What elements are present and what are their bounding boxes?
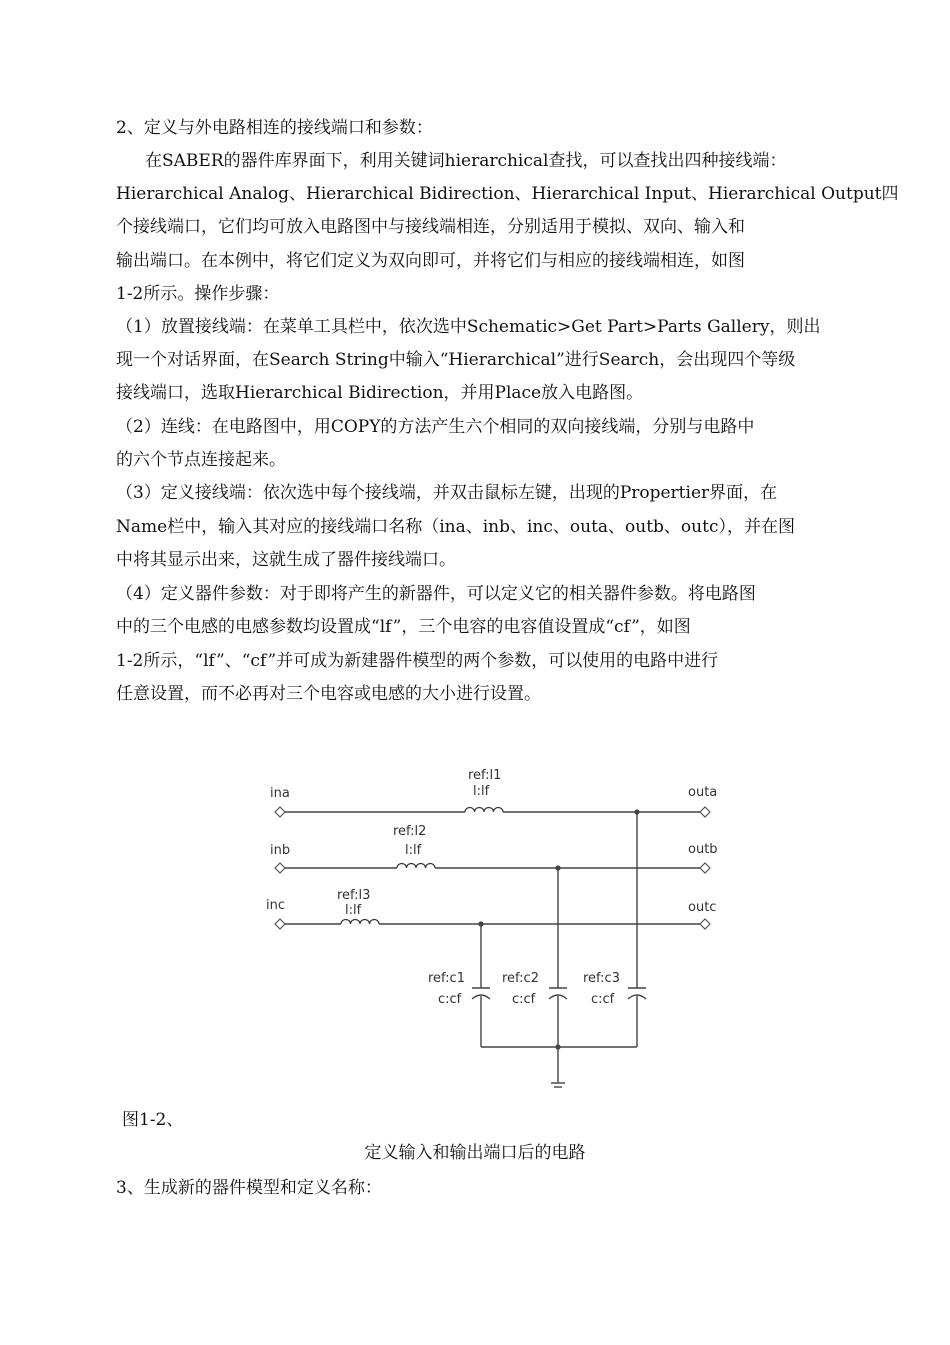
capacitor-c1-ref: ref:c1 (428, 971, 465, 986)
inductor-l1-symbol (465, 808, 503, 813)
step-3-line: 中将其显示出来，这就生成了器件接线端口。 (116, 550, 456, 570)
step-1-line: 现一个对话界面，在Search String中输入“Hierarchical”进行Search，会出现四个等级 (116, 350, 796, 370)
port-label-outb: outb (688, 842, 718, 857)
paragraph-line: 在SABER的器件库界面下，利用关键词hierarchical查找，可以查找出四种接线端： (145, 151, 787, 171)
figure-label: 图1-2、 (122, 1110, 184, 1130)
step-2-line: （2）连线：在电路图中，用COPY的方法产生六个相同的双向接线端，分别与电路中 (116, 417, 755, 437)
step-1-line: （1）放置接线端：在菜单工具栏中，依次选中Schematic>Get Part>Parts Gallery，则出 (116, 317, 821, 337)
step-3-line: （3）定义接线端：依次选中每个接线端，并双击鼠标左键，出现的Propertier界面，在 (116, 483, 778, 503)
step-4-line: 中的三个电感的电感参数均设置成“lf”，三个电容的电容值设置成“cf”，如图 (116, 617, 691, 637)
wire-drops (481, 812, 637, 988)
step-2-line: 的六个节点连接起来。 (116, 450, 286, 470)
paragraph-line: 输出端口。在本例中，将它们定义为双向即可，并将它们与相应的接线端相连，如图 (116, 251, 745, 271)
paragraph-line: 个接线端口，它们均可放入电路图中与接线端相连，分别适用于模拟、双向、输入和 (116, 217, 745, 237)
port-outb-icon (700, 863, 710, 873)
section-heading-3: 3、生成新的器件模型和定义名称： (116, 1178, 382, 1198)
paragraph-line: 1-2所示。操作步骤： (116, 284, 280, 304)
step-4-line: （4）定义器件参数：对于即将产生的新器件，可以定义它的相关器件参数。将电路图 (116, 584, 756, 604)
inductor-l1-ref: ref:l1 (468, 768, 502, 783)
inductor-l2-ref: ref:l2 (393, 824, 427, 839)
capacitor-c1-value: c:cf (438, 992, 462, 1007)
port-label-outc: outc (688, 900, 717, 915)
junction-dot (478, 921, 483, 926)
port-ina-icon (275, 807, 285, 817)
capacitor-c2-ref: ref:c2 (502, 971, 539, 986)
step-1-line: 接线端口，选取Hierarchical Bidirection，并用Place放入电路图。 (116, 383, 644, 403)
step-4-line: 任意设置，而不必再对三个电容或电感的大小进行设置。 (116, 684, 541, 704)
junction-dot (555, 1044, 560, 1049)
inductor-l2-value: l:lf (405, 843, 422, 858)
capacitor-c3-ref: ref:c3 (583, 971, 620, 986)
inductor-l1-value: l:lf (473, 784, 490, 799)
ground-bus (481, 996, 637, 1083)
port-outc-icon (700, 919, 710, 929)
step-3-line: Name栏中，输入其对应的接线端口名称（ina、inb、inc、outa、outb、outc），并在图 (116, 517, 795, 537)
capacitor-c3-value: c:cf (591, 992, 615, 1007)
ground-icon (551, 1083, 565, 1087)
capacitor-c2-value: c:cf (512, 992, 536, 1007)
port-label-inc: inc (266, 898, 285, 913)
inductor-l3-value: l:lf (345, 903, 362, 918)
junction-dot (555, 865, 560, 870)
port-label-inb: inb (270, 843, 291, 858)
port-outa-icon (700, 807, 710, 817)
circuit-diagram (255, 758, 725, 1098)
paragraph-line: Hierarchical Analog、Hierarchical Bidirection、Hierarchical Input、Hierarchical Output四 (116, 184, 899, 204)
step-4-line: 1-2所示，“lf”、“cf”并可成为新建器件模型的两个参数，可以使用的电路中进行 (116, 651, 719, 671)
port-inc-icon (275, 919, 285, 929)
port-label-ina: ina (270, 786, 290, 801)
figure-caption: 定义输入和输出端口后的电路 (364, 1143, 586, 1163)
port-label-outa: outa (688, 785, 718, 800)
inductor-l3-symbol (341, 920, 379, 925)
junction-dot (634, 809, 639, 814)
inductor-l3-ref: ref:l3 (337, 888, 371, 903)
section-heading-2: 2、定义与外电路相连的接线端口和参数： (116, 118, 433, 138)
port-inb-icon (275, 863, 285, 873)
inductor-l2-symbol (397, 864, 435, 869)
